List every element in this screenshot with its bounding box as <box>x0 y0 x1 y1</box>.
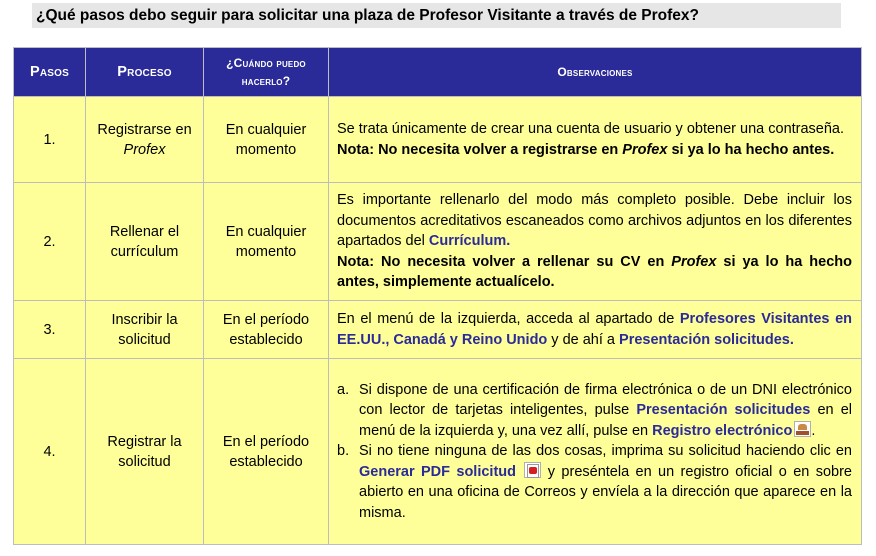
list-marker: b. <box>337 443 350 460</box>
curriculum-link[interactable]: Currículum. <box>428 233 511 250</box>
step-when: En cualquier momento <box>204 183 329 301</box>
step-observations <box>329 183 862 301</box>
step-process: Registrarse en Profex <box>86 97 204 183</box>
step-observations: En el menú de la izquierda, acceda al apartado de Profesores Visitantes en EE.UU., Canadá y Reino Unido y de ahí a Presentación solicitudes. <box>329 301 862 359</box>
step-when: En el período establecido <box>204 301 329 359</box>
presentacion-solicitudes-link[interactable]: Presentación solicitudes. <box>619 331 794 348</box>
obs-note: Nota: No necesita volver a registrarse en Profex si ya lo ha hecho antes. <box>337 141 835 158</box>
step-observations <box>329 359 862 545</box>
step-when: En el período establecido <box>204 359 329 545</box>
step-process: Inscribir la solicitud <box>86 301 204 359</box>
step-observations <box>329 97 862 183</box>
table-row <box>14 183 862 301</box>
step-number: 1. <box>14 97 86 183</box>
table-row <box>14 359 862 545</box>
steps-table <box>13 47 862 545</box>
stamp-icon[interactable] <box>794 421 811 437</box>
step-when: En cualquier momento <box>204 97 329 183</box>
header-row <box>14 48 862 97</box>
profesores-visitantes-link[interactable]: Profesores Visitantes en EE.UU., Canadá y Reino Unido <box>337 311 852 348</box>
list-marker: a. <box>337 381 350 398</box>
step-number: 2. <box>14 183 86 301</box>
pdf-icon[interactable] <box>524 462 541 478</box>
header-observaciones: Observaciones <box>329 48 862 97</box>
obs-text: Es importante rellenarlo del modo más completo posible. Debe incluir los documentos acreditativos escaneados como archivos adjuntos en los diferentes apartados del Currículum. <box>337 192 852 250</box>
table-row <box>14 301 862 359</box>
obs-note: Nota: No necesita volver a rellenar su CV en Profex si ya lo ha hecho antes, simplemente actualícelo. <box>337 253 853 291</box>
step-process: Rellenar el currículum <box>86 183 204 301</box>
presentacion-solicitudes-link[interactable]: Presentación solicitudes <box>636 402 811 419</box>
step-process: Registrar la solicitud <box>86 359 204 545</box>
list-item: b. Si no tiene ninguna de las dos cosas, imprima su solicitud haciendo clic en Generar PDF solicitud y preséntela en un registro oficial o en sobre abierto en una oficina de Correos y envíela a la dirección que aparece en la misma. <box>337 443 852 521</box>
step-number: 3. <box>14 301 86 359</box>
header-pasos: Pasos <box>14 48 86 97</box>
step-number: 4. <box>14 359 86 545</box>
header-cuando: ¿Cuándo puedo hacerlo? <box>204 48 329 97</box>
page-title: ¿Qué pasos debo seguir para solicitar una plaza de Profesor Visitante a través de Profex? <box>32 3 841 28</box>
list-item: a. Si dispone de una certificación de firma electrónica o de un DNI electrónico con lector de tarjetas inteligentes, pulse Presentación solicitudes en el menú de la izquierda y, una vez allí, pulse en Registro electrónico . <box>337 381 852 439</box>
table-row <box>14 97 862 183</box>
obs-text: Se trata únicamente de crear una cuenta de usuario y obtener una contraseña. <box>337 121 845 137</box>
header-proceso: Proceso <box>86 48 204 97</box>
options-list <box>337 380 852 524</box>
generar-pdf-link[interactable]: Generar PDF solicitud <box>359 463 517 480</box>
registro-electronico-link[interactable]: Registro electrónico <box>652 422 793 439</box>
